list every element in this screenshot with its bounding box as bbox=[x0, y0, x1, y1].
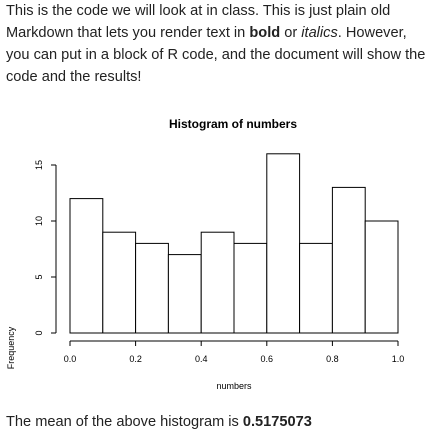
histogram-bar bbox=[234, 243, 267, 333]
x-axis-label: numbers bbox=[216, 381, 252, 391]
histogram-bar bbox=[136, 243, 169, 333]
histogram-bar bbox=[201, 232, 234, 333]
x-tick-label: 0.4 bbox=[194, 354, 208, 364]
histogram-bar bbox=[332, 187, 365, 333]
histogram-bar bbox=[168, 255, 201, 333]
y-axis-label: Frequency bbox=[6, 326, 16, 370]
chart-title: Histogram of numbers bbox=[168, 117, 298, 131]
x-tick-label: 1.0 bbox=[391, 354, 405, 364]
y-tick-label: 0 bbox=[34, 330, 44, 336]
intro-italic-word: italics bbox=[301, 25, 338, 41]
histogram-bar bbox=[300, 243, 333, 333]
x-tick-label: 0.2 bbox=[129, 354, 142, 364]
histogram-chart bbox=[0, 105, 436, 395]
intro-bold-word: bold bbox=[249, 25, 281, 41]
intro-text-3: . However, you can put in a block of R code, and the document will show the code and the results! bbox=[6, 25, 426, 85]
histogram-bar bbox=[70, 199, 103, 333]
y-tick-label: 10 bbox=[34, 215, 44, 227]
intro-text-2: or bbox=[280, 25, 302, 41]
x-tick-label: 0.6 bbox=[260, 354, 274, 364]
y-tick-label: 15 bbox=[34, 159, 44, 171]
histogram-bar bbox=[267, 154, 300, 333]
histogram-bar bbox=[103, 232, 136, 333]
histogram-bar bbox=[365, 221, 398, 333]
intro-paragraph bbox=[6, 0, 432, 88]
y-tick-label: 5 bbox=[34, 274, 44, 280]
x-tick-label: 0.8 bbox=[326, 354, 339, 364]
result-value: 0.5175073 bbox=[242, 414, 312, 430]
result-line bbox=[6, 414, 312, 430]
intro-text-1: This is the code we will look at in class. This is just plain old Markdown that lets you render text in bbox=[6, 3, 391, 41]
result-prefix: The mean of the above histogram is bbox=[6, 414, 243, 430]
x-tick-label: 0.0 bbox=[63, 354, 77, 364]
bar-group bbox=[70, 154, 398, 333]
